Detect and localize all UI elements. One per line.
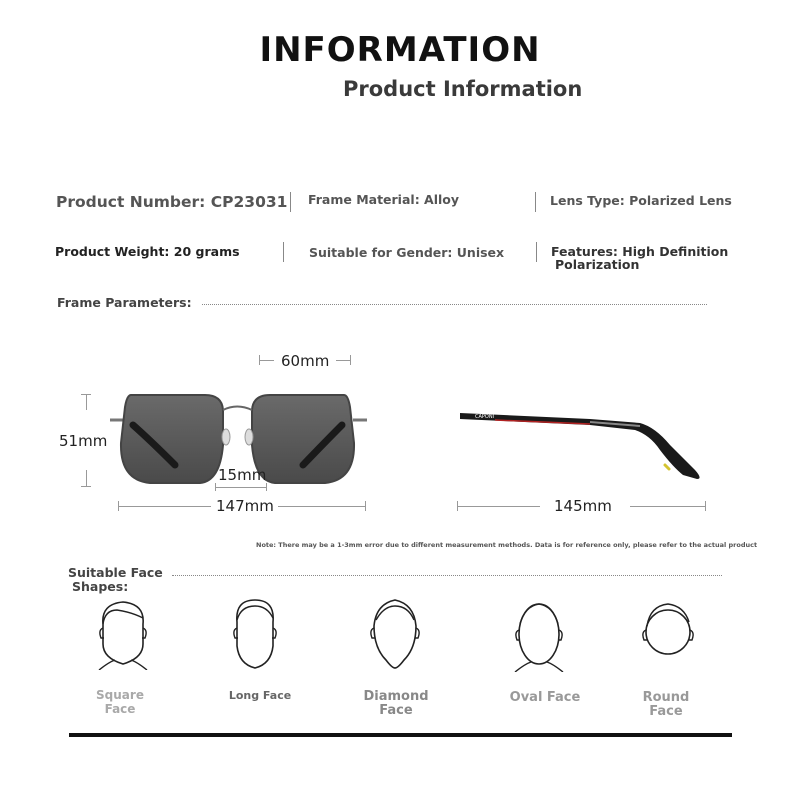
face-label-diamond: [356, 690, 436, 718]
dimension-tick: [81, 486, 91, 487]
dimension-line: [215, 487, 267, 488]
sunglasses-side-view: [455, 405, 715, 485]
spec-gender: Suitable for Gender: Unisex: [309, 245, 505, 260]
frame-parameters-label: Frame Parameters:: [57, 295, 192, 310]
bottom-divider: [69, 733, 732, 737]
total-width-value: 147mm: [216, 497, 274, 515]
face-label-square: [85, 688, 155, 716]
face-label-line: Face: [104, 702, 136, 716]
spec-product-weight: Product Weight: 20 grams: [55, 244, 240, 259]
spec-features-line2: Polarization: [555, 257, 640, 272]
face-label-line: Round: [642, 690, 690, 705]
spec-lens-type: Lens Type: Polarized Lens: [550, 193, 732, 208]
dotted-leader: [172, 575, 722, 576]
spec-features-line1: Features: High Definition: [551, 244, 729, 259]
page-title: INFORMATION: [259, 30, 541, 70]
spec-divider: [536, 242, 537, 262]
spec-product-number: Product Number: CP23031: [56, 193, 288, 211]
dimension-line: [86, 394, 87, 410]
lens-height-value: 51mm: [59, 432, 108, 450]
dimension-line: [278, 506, 365, 507]
face-shapes-label-line2: Shapes:: [72, 579, 129, 594]
face-label-oval: [499, 691, 591, 705]
face-label-line: Square: [96, 688, 144, 702]
face-label-line: Diamond: [363, 689, 429, 704]
face-shapes-label: [68, 566, 163, 594]
spec-divider: [535, 192, 536, 212]
face-label-line: Long Face: [228, 689, 292, 702]
lens-width-value: 60mm: [281, 352, 330, 370]
dimension-tick: [350, 355, 351, 365]
dimension-tick: [365, 501, 366, 511]
diamond-face-icon: [366, 596, 424, 672]
long-face-icon: [229, 596, 281, 672]
dimension-tick: [705, 501, 706, 511]
measurement-note: Note: There may be a 1-3mm error due to different measurement methods. Data is for reference only, please refer to the actual product: [256, 541, 758, 549]
dimension-tick: [266, 483, 267, 491]
round-face-icon: [640, 596, 696, 672]
spec-divider: [283, 242, 284, 262]
face-label-line: Face: [379, 703, 413, 718]
page-subtitle: Product Information: [343, 77, 583, 101]
temple-length-value: 145mm: [554, 497, 612, 515]
dimension-line: [86, 470, 87, 486]
bridge-width-value: 15mm: [218, 466, 267, 484]
spec-divider: [290, 192, 291, 212]
face-shapes-label-line1: Suitable Face: [68, 565, 163, 580]
face-label-line: Face: [649, 704, 683, 719]
dimension-line: [260, 360, 274, 361]
spec-features: [551, 244, 728, 272]
face-label-round: [630, 691, 702, 719]
face-label-long: [220, 689, 300, 703]
dimension-line: [119, 506, 211, 507]
dotted-leader: [202, 304, 707, 305]
spec-frame-material: Frame Material: Alloy: [308, 192, 460, 207]
temple-brand-text: CAPONI: [475, 414, 495, 420]
dimension-line: [458, 506, 540, 507]
dimension-line: [336, 360, 350, 361]
square-face-icon: [95, 598, 151, 670]
face-label-line: Oval Face: [509, 690, 581, 705]
dimension-line: [630, 506, 705, 507]
oval-face-icon: [511, 598, 567, 672]
